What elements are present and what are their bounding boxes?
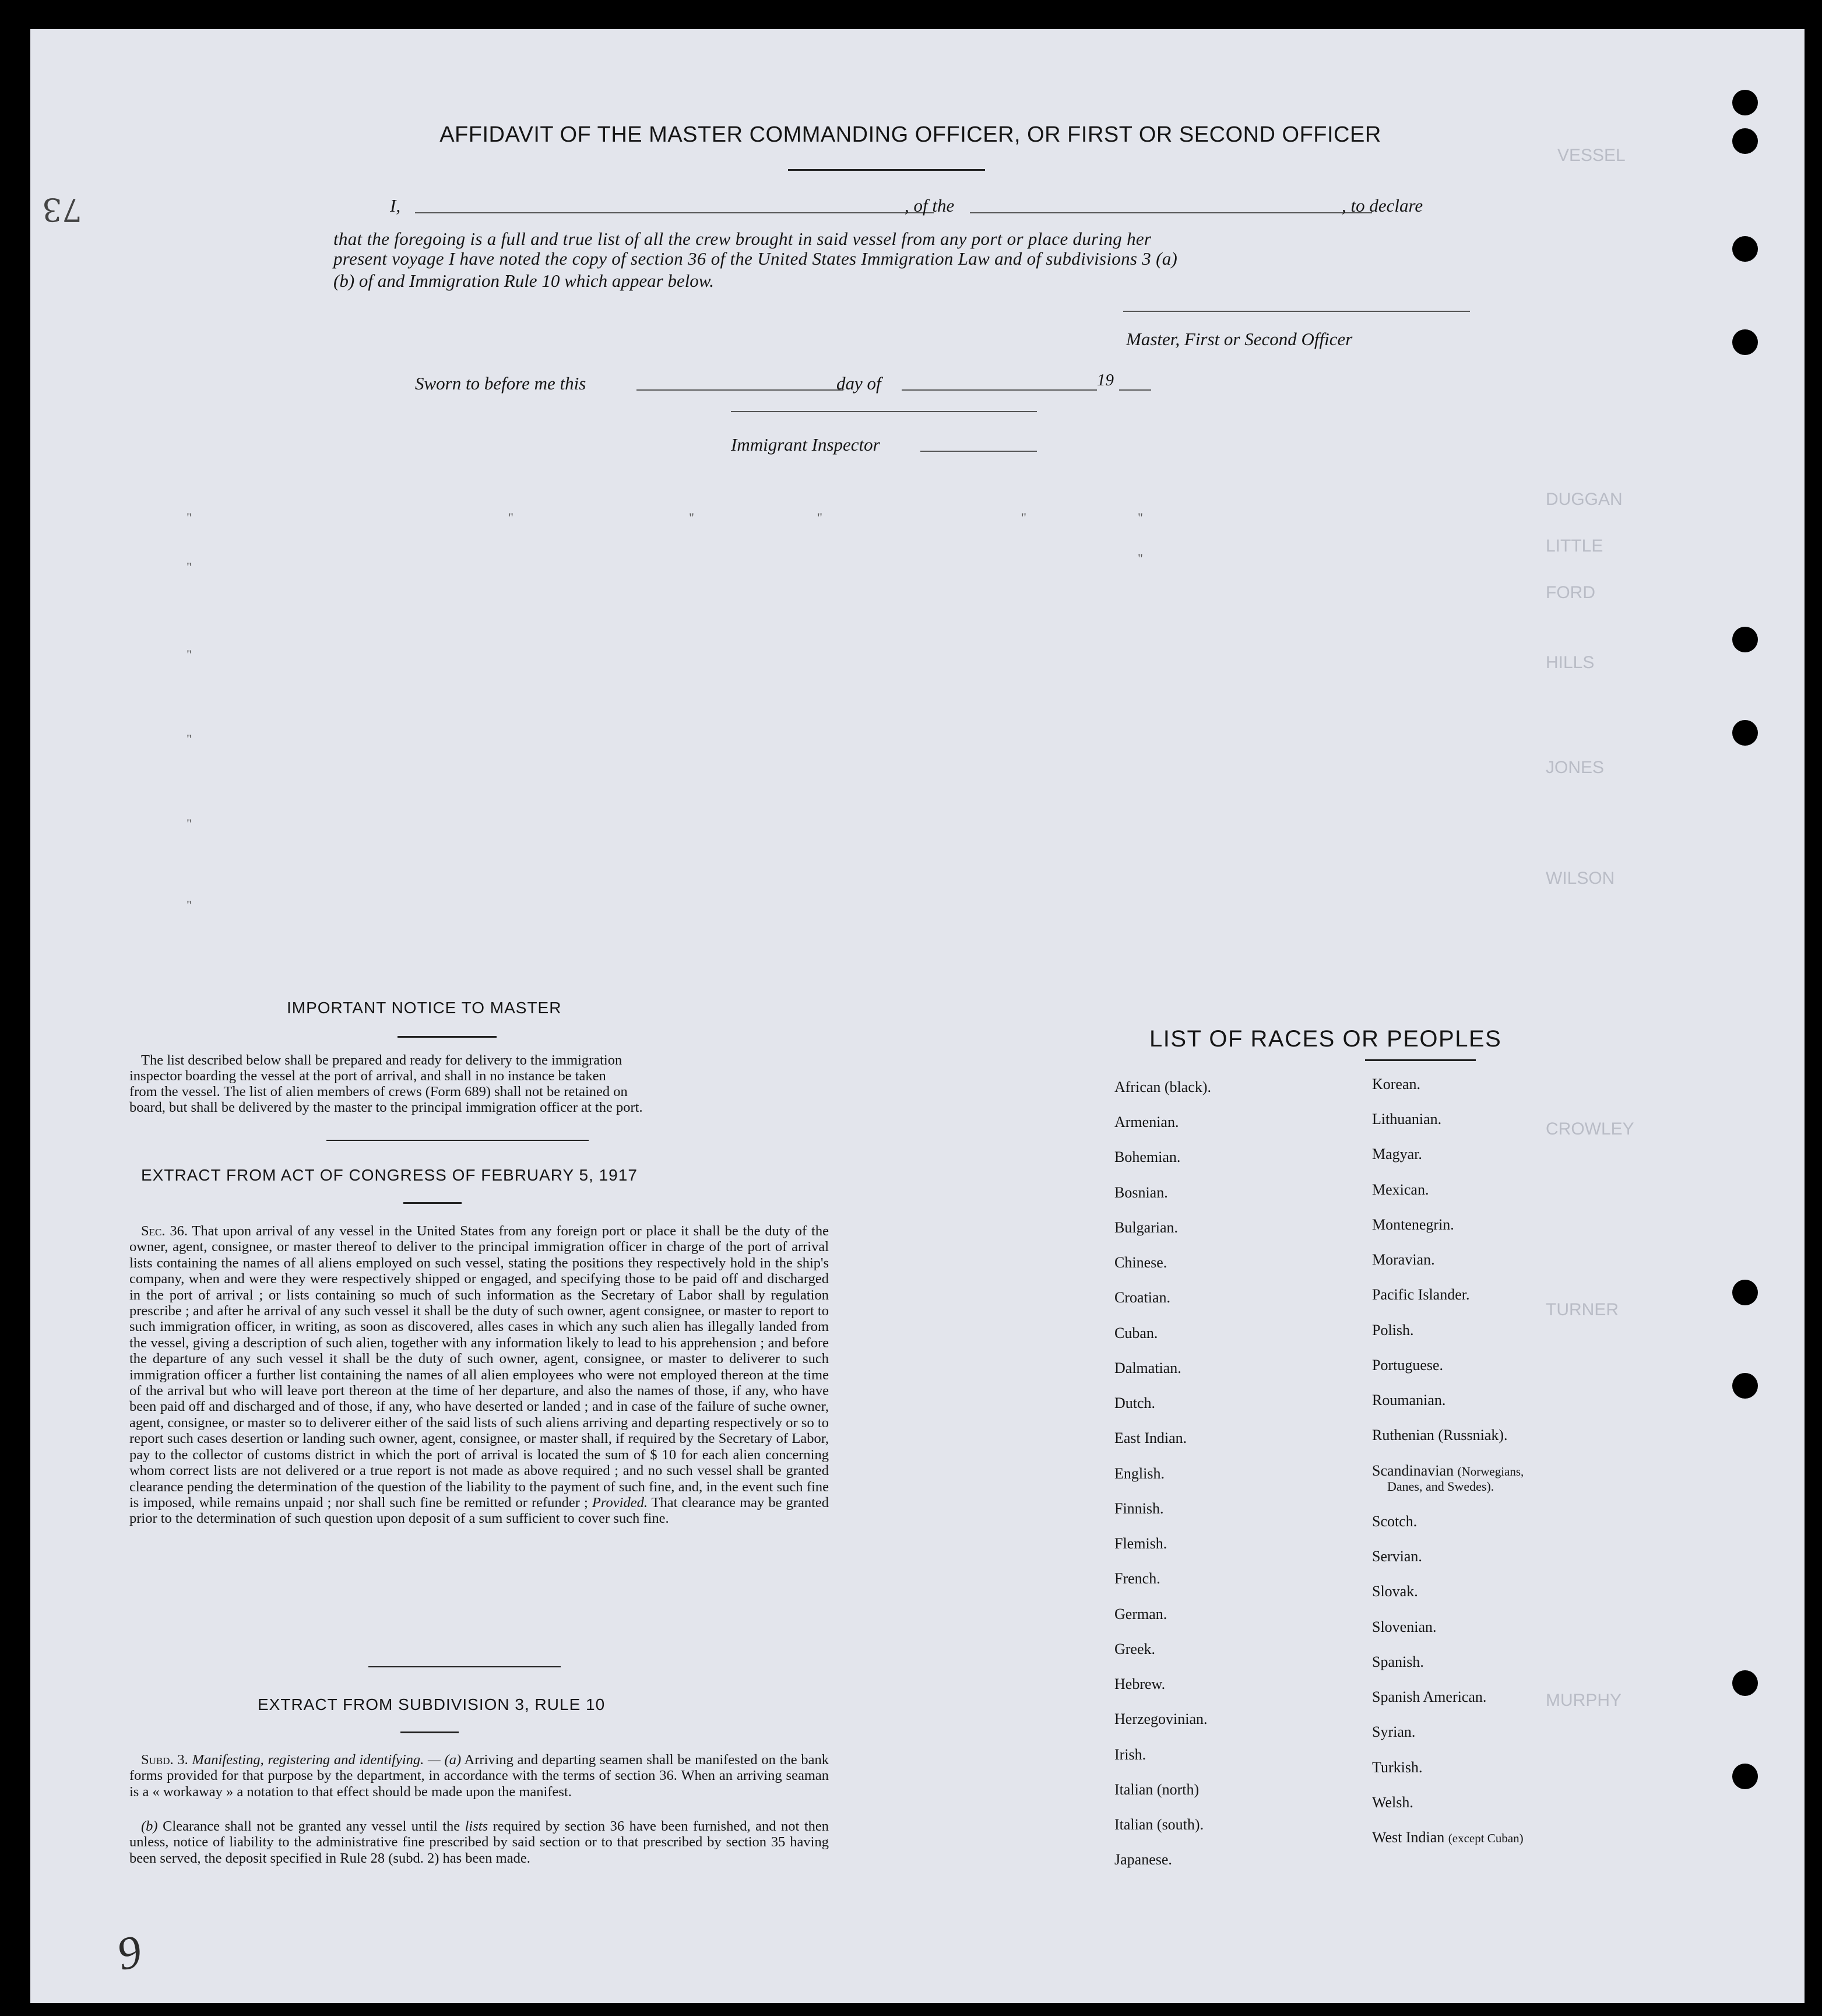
race-item: East Indian.	[1114, 1430, 1187, 1446]
affidavit-text-line: (b) of and Immigration Rule 10 which appear below.	[333, 271, 714, 291]
race-item: Slovak.	[1372, 1583, 1418, 1600]
race-item: Scotch.	[1372, 1513, 1417, 1530]
race-item: Finnish.	[1114, 1500, 1164, 1517]
race-item: Syrian.	[1372, 1723, 1416, 1740]
race-item: Spanish.	[1372, 1653, 1424, 1670]
bleed-through-text: FORD	[1546, 583, 1595, 602]
rule-underline	[400, 1731, 459, 1733]
signature-label: Master, First or Second Officer	[1126, 329, 1353, 349]
punch-hole	[1732, 1764, 1758, 1789]
race-item: Mexican.	[1372, 1181, 1429, 1198]
ditto-mark: "	[187, 732, 192, 746]
notice-line: board, but shall be delivered by the master to the principal immigration officer at the port.	[129, 1100, 643, 1115]
subd-a-label: — (a)	[428, 1752, 462, 1768]
race-item: Welsh.	[1372, 1794, 1413, 1811]
race-item: Bosnian.	[1114, 1184, 1168, 1201]
bleed-through-text: VESSEL	[1557, 146, 1626, 165]
day-of-label: day of	[836, 373, 881, 394]
punch-hole	[1732, 627, 1758, 652]
subd-b-lists: lists	[465, 1818, 488, 1834]
handwritten-page-number: 9	[112, 1925, 146, 1981]
race-item: Italian (north)	[1114, 1781, 1200, 1798]
notice-divider	[326, 1140, 589, 1141]
races-underline	[1365, 1059, 1476, 1061]
bleed-through-text: MURPHY	[1546, 1691, 1622, 1710]
bleed-through-text: DUGGAN	[1546, 490, 1623, 509]
race-item: Herzegovinian.	[1114, 1711, 1208, 1727]
west-indian-note: (except Cuban)	[1448, 1831, 1524, 1845]
bleed-through-text: HILLS	[1546, 653, 1595, 672]
affidavit-text-line: that the foregoing is a full and true list of all the crew brought in said vessel from any port or place during her	[333, 229, 1152, 249]
act-divider	[368, 1666, 561, 1667]
ditto-mark: "	[689, 510, 694, 525]
notice-line: from the vessel. The list of alien members of crews (Form 689) shall not be retained on	[129, 1084, 628, 1100]
race-item: Dalmatian.	[1114, 1360, 1181, 1376]
rule-title: EXTRACT FROM SUBDIVISION 3, RULE 10	[258, 1695, 606, 1713]
race-item: Ruthenian (Russniak).	[1372, 1427, 1508, 1443]
act-title: EXTRACT FROM ACT OF CONGRESS OF FEBRUARY 5, 1917	[141, 1166, 638, 1184]
race-item: Croatian.	[1114, 1289, 1171, 1306]
race-item: Servian.	[1372, 1548, 1422, 1565]
notice-line: The list described below shall be prepared and ready for delivery to the immigration	[141, 1052, 622, 1068]
race-item: Spanish American.	[1372, 1688, 1487, 1705]
race-item: Italian (south).	[1114, 1816, 1204, 1833]
ditto-mark: "	[187, 647, 192, 662]
race-item: Dutch.	[1114, 1395, 1156, 1411]
rule-subd-b	[129, 1818, 829, 1866]
rule-subd-a	[129, 1752, 829, 1800]
race-item: Pacific Islander.	[1372, 1286, 1470, 1303]
affidavit-text-line: present voyage I have noted the copy of section 36 of the United States Immigration Law and of subdivisions 3 (a)	[333, 248, 1178, 269]
subd-b-text: Clearance shall not be granted any vessel until the	[163, 1818, 460, 1834]
title-underline	[788, 169, 985, 171]
punch-hole	[1732, 329, 1758, 355]
name-field[interactable]	[415, 212, 934, 213]
of-the-label: , of the	[905, 195, 955, 216]
ditto-mark: "	[1138, 551, 1143, 566]
to-declare-label: , to declare	[1342, 195, 1423, 216]
race-item: Bulgarian.	[1114, 1219, 1179, 1236]
race-item: Greek.	[1114, 1641, 1156, 1657]
ditto-mark: "	[187, 816, 192, 831]
bleed-through-text: TURNER	[1546, 1300, 1619, 1319]
ditto-mark: "	[187, 510, 192, 525]
punch-hole	[1732, 1280, 1758, 1305]
race-item: Montenegrin.	[1372, 1216, 1454, 1233]
sworn-label: Sworn to before me this	[415, 373, 586, 394]
subd-b-label: (b)	[141, 1818, 158, 1834]
west-indian-label: West Indian	[1372, 1829, 1445, 1846]
subd-label: Subd. 3.	[141, 1752, 188, 1768]
year-prefix: 19	[1097, 371, 1114, 389]
race-item: Cuban.	[1114, 1325, 1158, 1341]
day-field[interactable]	[636, 389, 843, 391]
inspector-signature-field[interactable]	[731, 411, 1037, 412]
vessel-field[interactable]	[970, 212, 1372, 213]
scandinavian-note-continued: Danes, and Swedes).	[1387, 1479, 1494, 1494]
race-item: Roumanian.	[1372, 1392, 1446, 1409]
races-title: LIST OF RACES OR PEOPLES	[1149, 1026, 1502, 1052]
race-item: Portuguese.	[1372, 1357, 1444, 1374]
race-item: Korean.	[1372, 1076, 1421, 1093]
notice-title: IMPORTANT NOTICE TO MASTER	[287, 999, 562, 1017]
race-item: Slovenian.	[1372, 1618, 1437, 1635]
race-item: Flemish.	[1114, 1535, 1167, 1552]
subd-a-text: Arriving and departing seamen shall be manifested on the bank forms provided for that purpose by the department, in accordance with the terms of section 36. When an arriving seaman is a « workaway » a notation to that effect should be made upon the manifest.	[129, 1752, 829, 1800]
punch-hole	[1732, 1670, 1758, 1696]
ditto-mark: "	[187, 560, 192, 574]
punch-hole	[1732, 236, 1758, 262]
i-label: I,	[390, 195, 401, 216]
race-item: Chinese.	[1114, 1254, 1167, 1271]
race-item: Turkish.	[1372, 1759, 1423, 1776]
bleed-through-text: CROWLEY	[1546, 1119, 1634, 1139]
bleed-through-text: LITTLE	[1546, 536, 1603, 556]
race-item: Moravian.	[1372, 1251, 1435, 1268]
race-item-west-indian	[1372, 1829, 1524, 1846]
race-item: Magyar.	[1372, 1146, 1422, 1162]
affidavit-title: AFFIDAVIT OF THE MASTER COMMANDING OFFICER, OR FIRST OR SECOND OFFICER	[439, 122, 1381, 147]
punch-hole	[1732, 128, 1758, 154]
act-underline	[403, 1202, 462, 1204]
signature-field[interactable]	[1123, 311, 1470, 312]
month-field[interactable]	[902, 389, 1097, 391]
sec-label: Sec. 36.	[141, 1223, 188, 1239]
provided-label: Provided.	[592, 1494, 648, 1511]
race-item: Polish.	[1372, 1322, 1414, 1339]
punch-hole	[1732, 1373, 1758, 1399]
bleed-through-text: JONES	[1546, 758, 1605, 777]
race-item: Hebrew.	[1114, 1676, 1166, 1692]
inspector-label: Immigrant Inspector	[731, 434, 880, 455]
notice-underline	[398, 1036, 497, 1038]
ditto-mark: "	[508, 510, 513, 525]
ditto-mark: "	[817, 510, 822, 525]
scandinavian-label: Scandinavian	[1372, 1462, 1454, 1479]
ditto-mark: "	[1138, 510, 1143, 525]
subd-heading: Manifesting, registering and identifying.	[192, 1752, 424, 1768]
punch-hole	[1732, 720, 1758, 746]
race-item: African (black).	[1114, 1079, 1212, 1095]
notice-line: inspector boarding the vessel at the port of arrival, and shall in no instance be taken	[129, 1068, 606, 1084]
sec-text: That upon arrival of any vessel in the United States from any foreign port or place it shall be the duty of the owner, agent, consignee, or master thereof to deliver to the principal immigration officer in charge of the port of arrival lists containing the names of all aliens employed on such vessel, stating the positions they respectively hold in the ship's company, when and were they were respectively shipped or engaged, and specifying those to be paid off and discharged in the port of arrival ; or lists containing so much of such information as the Secretary of Labor shall by regulation prescribe ; and after he arrival of any such vessel it shall be the duty of such owner, agent consignee, or master to report to such immigration officer, in writing, as soon as discovered, alles cases in which any such alien has illegally landed from the vessel, giving a description of such alien, together with any information likely to lead to his apprehension ; and before the departure of any such vessel it shall be the duty of such owner, agent, consignee, or master to deliverer to such immigration officer a further list containing the names of all alien employees who were not employed thereon at the time of the arrival but who will leave port thereon at the time of her departure, and also the names of those, if any, who have been paid off and discharged and of those, if any, who have deserted or landed ; and in case of the failure of suche owner, agent, consignee, or master so to deliverer either of the said lists of such aliens arriving and departing respectively or so to report such cases desertion or landing such owner, agent, consignee, or master shall, if required by the Secretary of Labor, pay to the collector of customs district in which the port of arrival is located the sum of $ 10 for each alien concerning whom correct lists are not delivered or a true report is not made as above required ; and no such vessel shall be granted clearance pending the determination of the question of the liability to the payment of such fine, and, in the event such fine is imposed, while remains unpaid ; nor shall such fine be remitted or refunder ;	[129, 1223, 829, 1511]
race-item: French.	[1114, 1570, 1160, 1587]
sec-text-end: That clearance may be granted prior to the determination of such question upon deposit of a sum sufficient to cover such fine.	[129, 1494, 829, 1527]
race-item: English.	[1114, 1465, 1165, 1482]
ditto-mark: "	[187, 898, 192, 912]
punch-hole	[1732, 90, 1758, 115]
act-section-36	[129, 1223, 829, 1527]
form-page	[30, 29, 1805, 2003]
race-item-scandinavian	[1372, 1462, 1524, 1480]
bleed-through-text: WILSON	[1546, 869, 1615, 888]
year-field[interactable]	[1119, 389, 1151, 391]
race-item: German.	[1114, 1606, 1167, 1622]
race-item: Japanese.	[1114, 1851, 1172, 1868]
subd-b-text-post: required by section 36 have been furnished, and not then unless, notice of liability to the administrative fine prescribed by said section or to that prescribed by section 35 having been served, the deposit specified in Rule 28 (subd. 2) has been made.	[129, 1818, 829, 1866]
inspector-name-field[interactable]	[920, 451, 1037, 452]
margin-note: 73	[42, 191, 82, 228]
race-item: Armenian.	[1114, 1114, 1179, 1130]
race-item: Bohemian.	[1114, 1149, 1181, 1165]
ditto-mark: "	[1021, 510, 1026, 525]
scandinavian-note: (Norwegians,	[1457, 1464, 1524, 1478]
race-item: Irish.	[1114, 1746, 1146, 1763]
race-item: Lithuanian.	[1372, 1111, 1442, 1128]
